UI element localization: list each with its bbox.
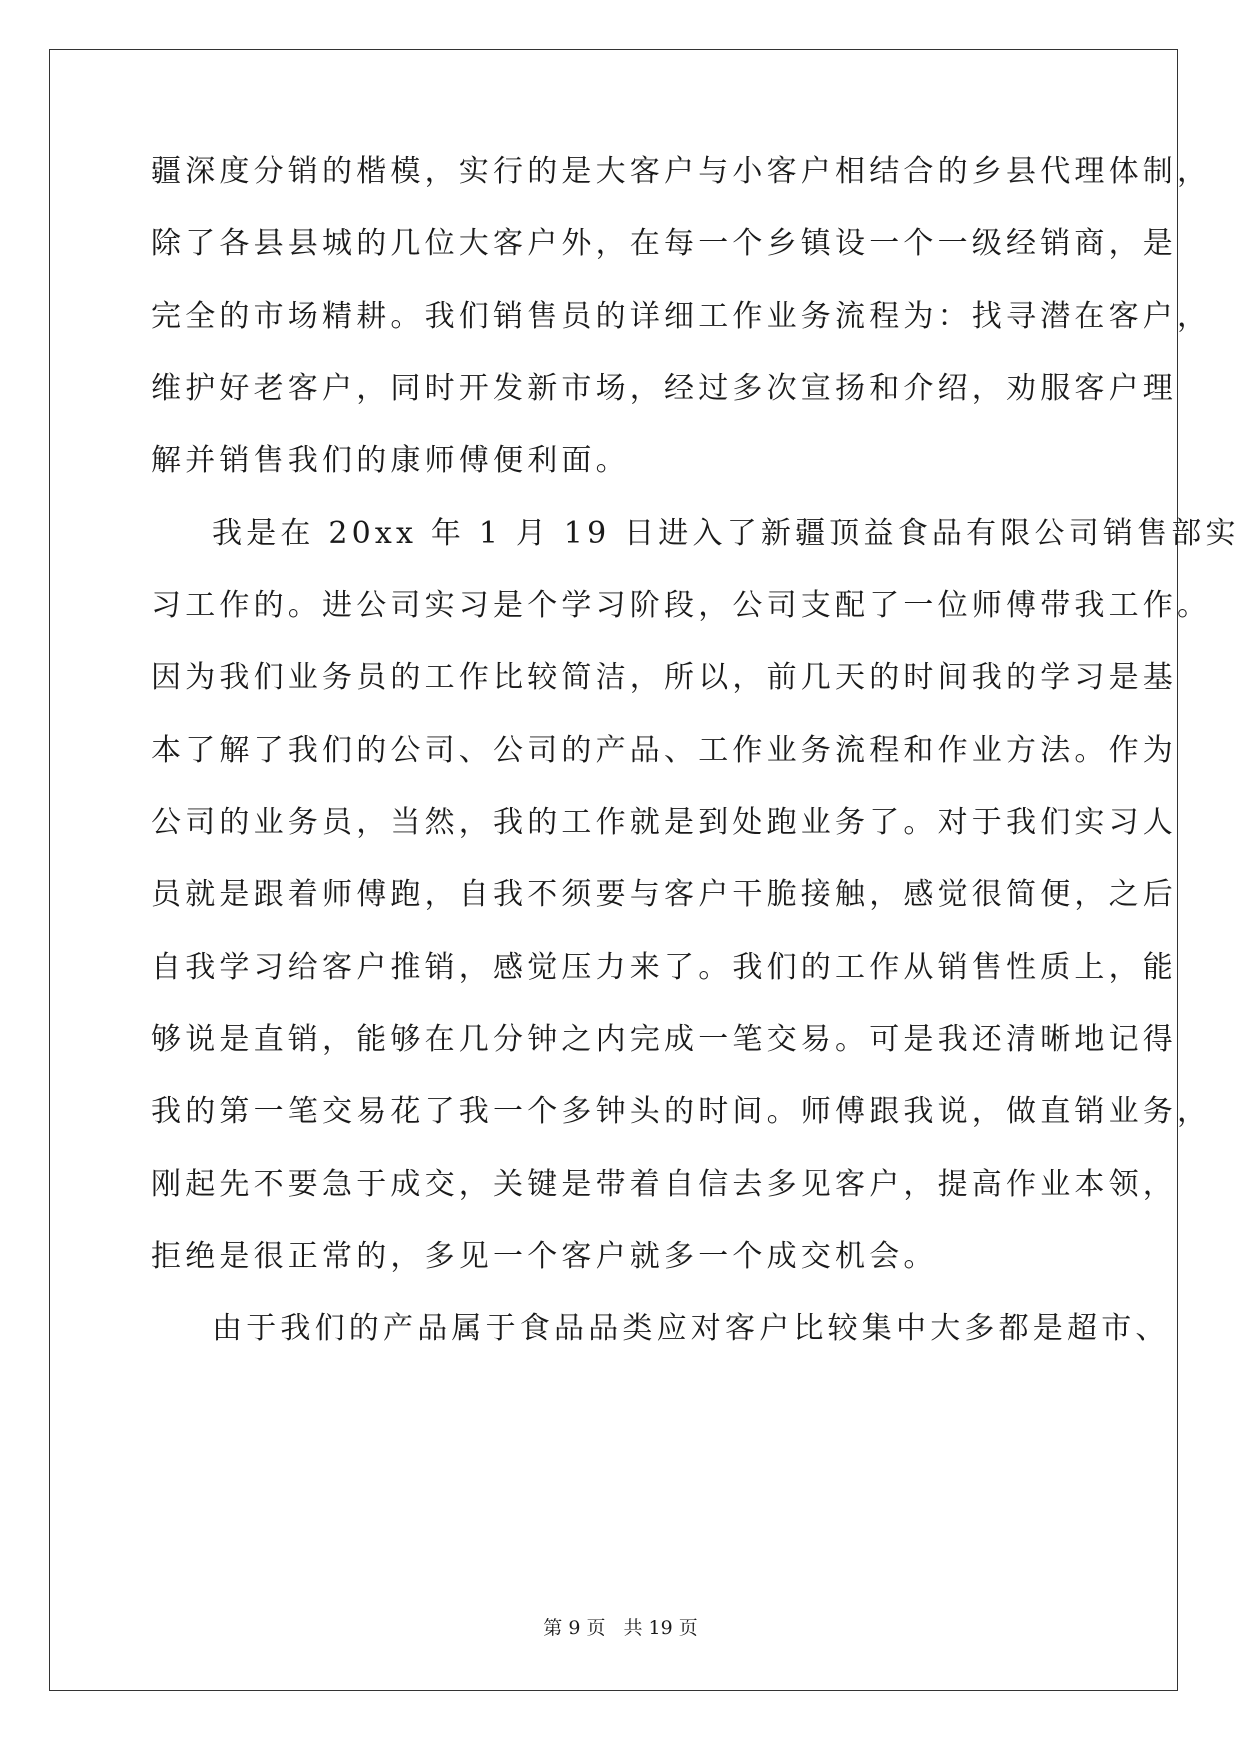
page-border [49, 49, 1240, 1691]
text-line: 自我学习给客户推销，感觉压力来了。我们的工作从销售性质上，能 [151, 950, 1177, 985]
paragraph-first-line: 我是在 20xx 年 1 月 19 日进入了新疆顶益食品有限公司销售部实 [212, 516, 1240, 551]
page-footer [0, 1616, 1241, 1640]
text-line: 除了各县县城的几位大客户外，在每一个乡镇设一个一级经销商，是 [151, 226, 1177, 261]
text-line: 解并销售我们的康师傅便利面。 [151, 443, 630, 478]
text-line: 够说是直销，能够在几分钟之内完成一笔交易。可是我还清晰地记得 [151, 1022, 1177, 1057]
text-line: 疆深度分销的楷模，实行的是大客户与小客户相结合的乡县代理体制， [151, 154, 1212, 189]
text-line: 完全的市场精耕。我们销售员的详细工作业务流程为：找寻潜在客户， [151, 299, 1212, 334]
paragraph-first-line: 由于我们的产品属于食品品类应对客户比较集中大多都是超市、 [212, 1311, 1170, 1346]
text-line: 习工作的。进公司实习是个学习阶段，公司支配了一位师傅带我工作。 [151, 588, 1212, 623]
page-total: 共 19 页 [623, 1617, 698, 1639]
text-line: 刚起先不要急于成交，关键是带着自信去多见客户，提高作业本领， [151, 1167, 1177, 1202]
text-line: 员就是跟着师傅跑，自我不须要与客户干脆接触，感觉很简便，之后 [151, 877, 1177, 912]
text-line: 因为我们业务员的工作比较简洁，所以，前几天的时间我的学习是基 [151, 660, 1177, 695]
text-line: 维护好老客户，同时开发新市场，经过多次宣扬和介绍，劝服客户理 [151, 371, 1177, 406]
text-line: 本了解了我们的公司、公司的产品、工作业务流程和作业方法。作为 [151, 733, 1177, 768]
text-line: 公司的业务员，当然，我的工作就是到处跑业务了。对于我们实习人 [151, 805, 1177, 840]
page-number: 第 9 页 [543, 1617, 606, 1639]
text-line: 我的第一笔交易花了我一个多钟头的时间。师傅跟我说，做直销业务， [151, 1094, 1212, 1129]
text-line: 拒绝是很正常的，多见一个客户就多一个成交机会。 [151, 1239, 938, 1274]
